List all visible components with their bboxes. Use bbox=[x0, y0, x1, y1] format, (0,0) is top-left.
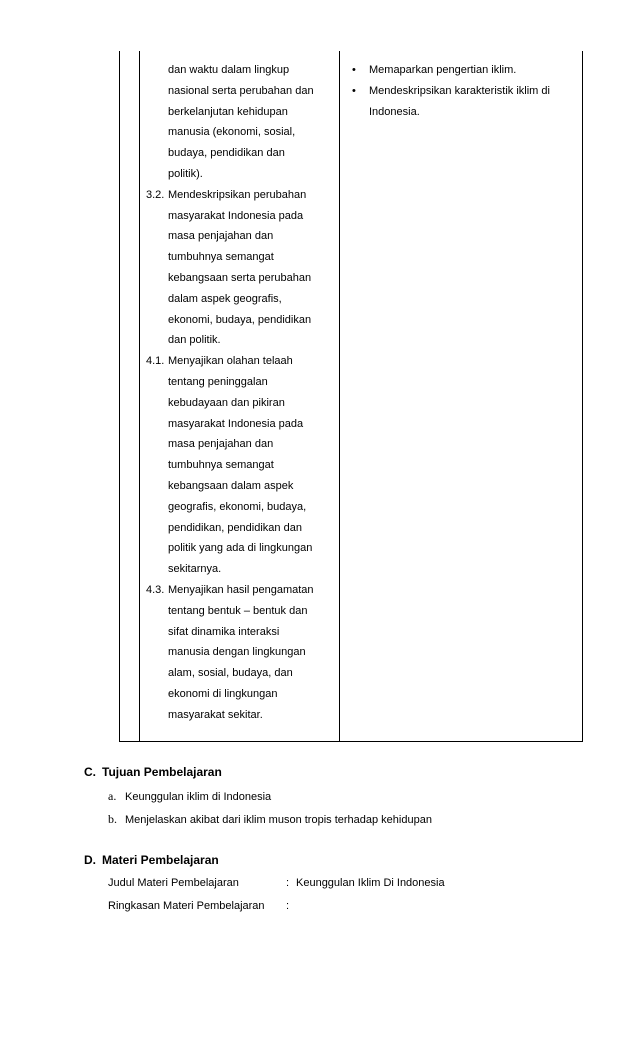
kd-line: sekitarnya. bbox=[168, 563, 222, 576]
kd-line: Menyajikan olahan telaah bbox=[168, 355, 293, 368]
material-colon: : bbox=[286, 900, 290, 912]
section-d-heading bbox=[84, 853, 219, 867]
kd-line: politik). bbox=[168, 167, 203, 180]
indicator-line: Indonesia. bbox=[369, 105, 420, 118]
kd-line: tentang peninggalan bbox=[168, 375, 268, 388]
kd-line: manusia dengan lingkungan bbox=[168, 646, 306, 659]
kd-line: masa penjajahan dan bbox=[168, 230, 274, 243]
section-title: Tujuan Pembelajaran bbox=[102, 765, 222, 779]
kd-line: sifat dinamika interaksi bbox=[168, 625, 280, 638]
kd-number: 3.2. bbox=[146, 188, 165, 201]
kd-intro bbox=[146, 60, 338, 185]
material-colon: : bbox=[286, 877, 290, 889]
kd-item bbox=[146, 580, 338, 726]
goal-letter: b. bbox=[108, 812, 117, 826]
kd-item bbox=[146, 351, 338, 580]
goal-letter: a. bbox=[108, 789, 117, 803]
kd-number: 4.3. bbox=[146, 583, 165, 596]
table-column-divider bbox=[139, 51, 140, 741]
material-row bbox=[108, 900, 296, 912]
kd-line: politik yang ada di lingkungan bbox=[168, 542, 313, 555]
kd-line: masyarakat sekitar. bbox=[168, 708, 263, 721]
kd-line: Menyajikan hasil pengamatan bbox=[168, 583, 314, 596]
kd-line: budaya, pendidikan dan bbox=[168, 147, 285, 160]
kd-line: dan waktu dalam lingkup bbox=[168, 64, 290, 76]
indicator-cell bbox=[352, 60, 574, 122]
material-value: Keunggulan Iklim Di Indonesia bbox=[296, 877, 445, 889]
material-label: Judul Materi Pembelajaran bbox=[108, 877, 239, 889]
bullet-icon: • bbox=[352, 84, 356, 97]
goal-text: Keunggulan iklim di Indonesia bbox=[125, 791, 272, 803]
kd-line: nasional serta perubahan dan bbox=[168, 84, 314, 97]
goal-item bbox=[108, 812, 432, 827]
kd-line: kebangsaan dalam aspek bbox=[168, 479, 294, 492]
kd-line: geografis, ekonomi, budaya, bbox=[168, 500, 307, 513]
material-row bbox=[108, 877, 445, 889]
section-letter: D. bbox=[84, 853, 96, 867]
goal-item bbox=[108, 789, 271, 804]
kd-item bbox=[146, 185, 338, 351]
goal-text: Menjelaskan akibat dari iklim muson tropis terhadap kehidupan bbox=[125, 814, 432, 826]
indicator-item bbox=[352, 60, 574, 81]
indicator-line: Memaparkan pengertian iklim. bbox=[369, 64, 517, 76]
kd-line: kebudayaan dan pikiran bbox=[168, 396, 285, 409]
kd-line: alam, sosial, budaya, dan bbox=[168, 667, 293, 680]
competency-table bbox=[119, 51, 583, 742]
kd-line: masa penjajahan dan bbox=[168, 438, 274, 451]
table-column-divider bbox=[339, 51, 340, 741]
kd-line: ekonomi, budaya, pendidikan bbox=[168, 313, 312, 326]
indicator-line: Mendeskripsikan karakteristik iklim di bbox=[369, 84, 550, 97]
section-title: Materi Pembelajaran bbox=[102, 853, 219, 867]
section-c-heading bbox=[84, 765, 222, 779]
kd-line: masyarakat Indonesia pada bbox=[168, 417, 304, 430]
kd-line: berkelanjutan kehidupan bbox=[168, 105, 288, 118]
kd-line: tumbuhnya semangat bbox=[168, 251, 274, 264]
basic-competency-cell bbox=[146, 60, 338, 726]
kd-line: ekonomi di lingkungan bbox=[168, 687, 278, 700]
kd-line: dalam aspek geografis, bbox=[168, 292, 282, 305]
kd-line: tumbuhnya semangat bbox=[168, 459, 274, 472]
kd-line: kebangsaan serta perubahan bbox=[168, 271, 312, 284]
section-letter: C. bbox=[84, 765, 96, 779]
kd-line: dan politik. bbox=[168, 334, 221, 347]
kd-line: masyarakat Indonesia pada bbox=[168, 209, 304, 222]
kd-line: tentang bentuk – bentuk dan bbox=[168, 604, 308, 617]
material-label: Ringkasan Materi Pembelajaran bbox=[108, 900, 265, 912]
kd-line: Mendeskripsikan perubahan bbox=[168, 188, 307, 201]
kd-line: manusia (ekonomi, sosial, bbox=[168, 126, 296, 139]
kd-number: 4.1. bbox=[146, 355, 165, 368]
indicator-item bbox=[352, 81, 574, 123]
kd-line: pendidikan, pendidikan dan bbox=[168, 521, 302, 534]
bullet-icon: • bbox=[352, 64, 356, 76]
